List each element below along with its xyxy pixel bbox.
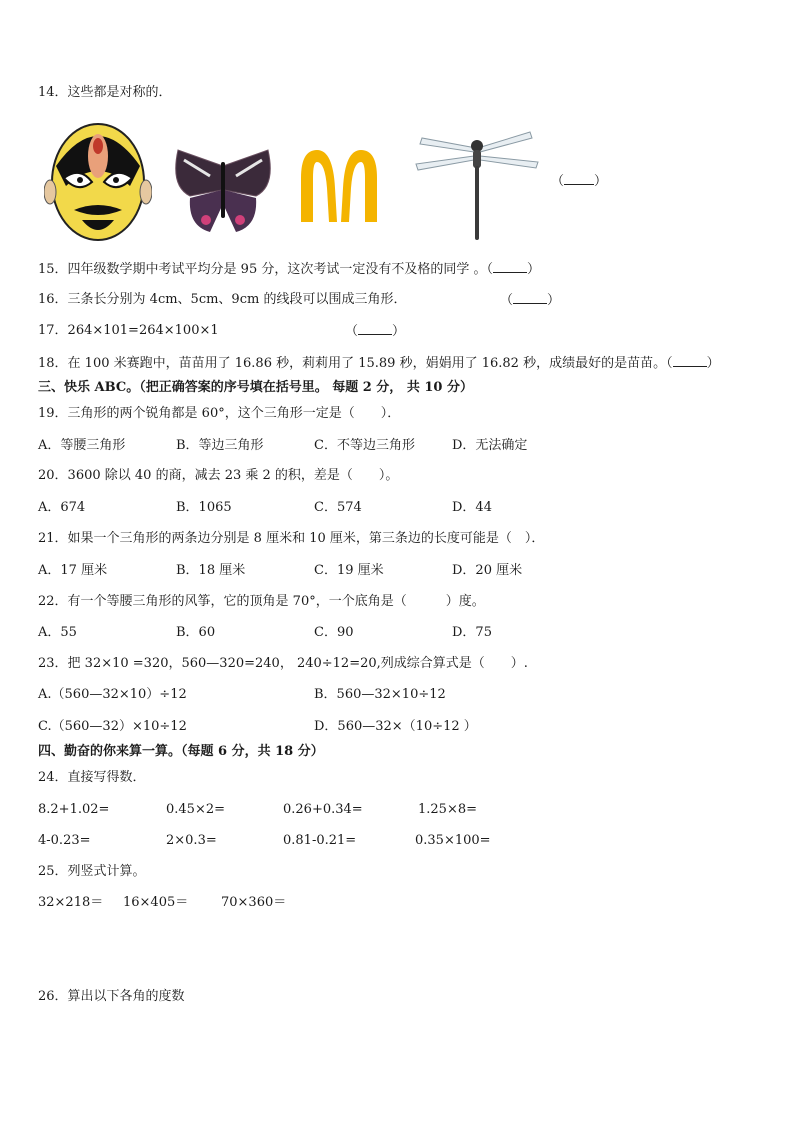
opera-mask-image (44, 116, 152, 244)
q15-answer-blank[interactable] (493, 260, 527, 273)
q23-option-c[interactable]: C.（560—32）×10÷12 (38, 719, 187, 734)
q19-option-a[interactable]: A．等腰三角形 (38, 438, 126, 453)
q22-option-d[interactable]: D．75 (452, 625, 492, 640)
q18-answer-blank[interactable] (673, 354, 707, 367)
q22-text: 22．有一个等腰三角形的风筝，它的顶角是 70°，一个底角是（ ）度。 (38, 594, 485, 609)
q14-paren-open: （ (551, 174, 565, 189)
q19-option-b[interactable]: B．等边三角形 (176, 438, 264, 453)
q25-item: 32×218＝ (38, 895, 104, 910)
q24-item: 0.81-0.21= (283, 833, 357, 848)
q24-item: 4-0.23= (38, 833, 91, 848)
q23-option-a[interactable]: A.（560—32×10）÷12 (38, 687, 187, 702)
q21-option-c[interactable]: C．19 厘米 (314, 563, 384, 578)
q17-answer (345, 322, 405, 341)
q16-paren-open: （ (500, 293, 514, 308)
q19-option-d[interactable]: D．无法确定 (452, 438, 528, 453)
q22-option-c[interactable]: C．90 (314, 625, 354, 640)
q19-option-c[interactable]: C．不等边三角形 (314, 438, 415, 453)
q23-option-d[interactable]: D．560—32×（10÷12 ） (314, 719, 477, 734)
q24-item: 0.45×2= (166, 802, 226, 817)
q20-option-b[interactable]: B．1065 (176, 500, 232, 515)
q20-text: 20．3600 除以 40 的商，减去 23 乘 2 的积，差是（ ）。 (38, 468, 399, 483)
dragonfly-image (412, 128, 542, 242)
q18-line (38, 354, 720, 373)
q25-item: 16×405＝ (123, 895, 189, 910)
q18-text: 18．在 100 米赛跑中，苗苗用了 16.86 秒，莉莉用了 15.89 秒，娟娟用了 16.82 秒，成绩最好的是苗苗。（ (38, 356, 673, 371)
q24-text: 24．直接写得数． (38, 770, 146, 785)
q17-paren-close: ） (392, 324, 406, 339)
q15-text: 15．四年级数学期中考试平均分是 95 分，这次考试一定没有不及格的同学 。（ (38, 262, 493, 277)
butterfly-image (170, 146, 276, 236)
section-3-heading: 三、快乐 ABC。（把正确答案的序号填在括号里。 每题 2 分， 共 10 分） (38, 380, 473, 395)
q20-option-d[interactable]: D．44 (452, 500, 492, 515)
q14-paren-close: ） (594, 174, 608, 189)
q15-line (38, 260, 540, 279)
q24-item: 0.26+0.34= (283, 802, 363, 817)
q23-text: 23．把 32×10 =320，560—320=240， 240÷12=20,列成综合算式是（ ）. (38, 656, 528, 671)
q21-option-b[interactable]: B．18 厘米 (176, 563, 246, 578)
q25-text: 25．列竖式计算。 (38, 864, 146, 879)
q24-item: 2×0.3= (166, 833, 217, 848)
q25-item: 70×360＝ (221, 895, 287, 910)
q21-text: 21．如果一个三角形的两条边分别是 8 厘米和 10 厘米，第三条边的长度可能是（ ）． (38, 531, 545, 546)
q21-option-a[interactable]: A．17 厘米 (38, 563, 108, 578)
mcdonalds-logo-image (297, 148, 381, 222)
q24-item: 0.35×100= (415, 833, 491, 848)
q15-paren-close: ） (526, 262, 540, 277)
q17-text: 17．264×101=264×100×1 (38, 323, 219, 338)
q17-paren-open: （ (345, 324, 359, 339)
q24-item: 1.25×8= (418, 802, 478, 817)
q18-paren-close: ） (706, 356, 720, 371)
q20-option-c[interactable]: C．574 (314, 500, 362, 515)
q16-paren-close: ） (547, 293, 561, 308)
section-4-heading: 四、勤奋的你来算一算。（每题 6 分，共 18 分） (38, 744, 324, 759)
q14-answer-blank[interactable] (551, 172, 607, 191)
q24-item: 8.2+1.02= (38, 802, 110, 817)
q20-option-a[interactable]: A．674 (38, 500, 86, 515)
q16-answer-blank[interactable] (513, 291, 547, 304)
q22-option-a[interactable]: A．55 (38, 625, 77, 640)
q22-option-b[interactable]: B．60 (176, 625, 216, 640)
q16-answer (500, 291, 560, 310)
q23-option-b[interactable]: B．560—32×10÷12 (314, 687, 446, 702)
q19-text: 19．三角形的两个锐角都是 60°，这个三角形一定是（ ）． (38, 406, 401, 421)
q16-text: 16．三条长分别为 4cm、5cm、9cm 的线段可以围成三角形． (38, 292, 407, 307)
q14-text: 14．这些都是对称的． (38, 85, 172, 100)
q17-answer-blank[interactable] (358, 322, 392, 335)
q26-text: 26．算出以下各角的度数 (38, 989, 185, 1004)
q21-option-d[interactable]: D．20 厘米 (452, 563, 523, 578)
